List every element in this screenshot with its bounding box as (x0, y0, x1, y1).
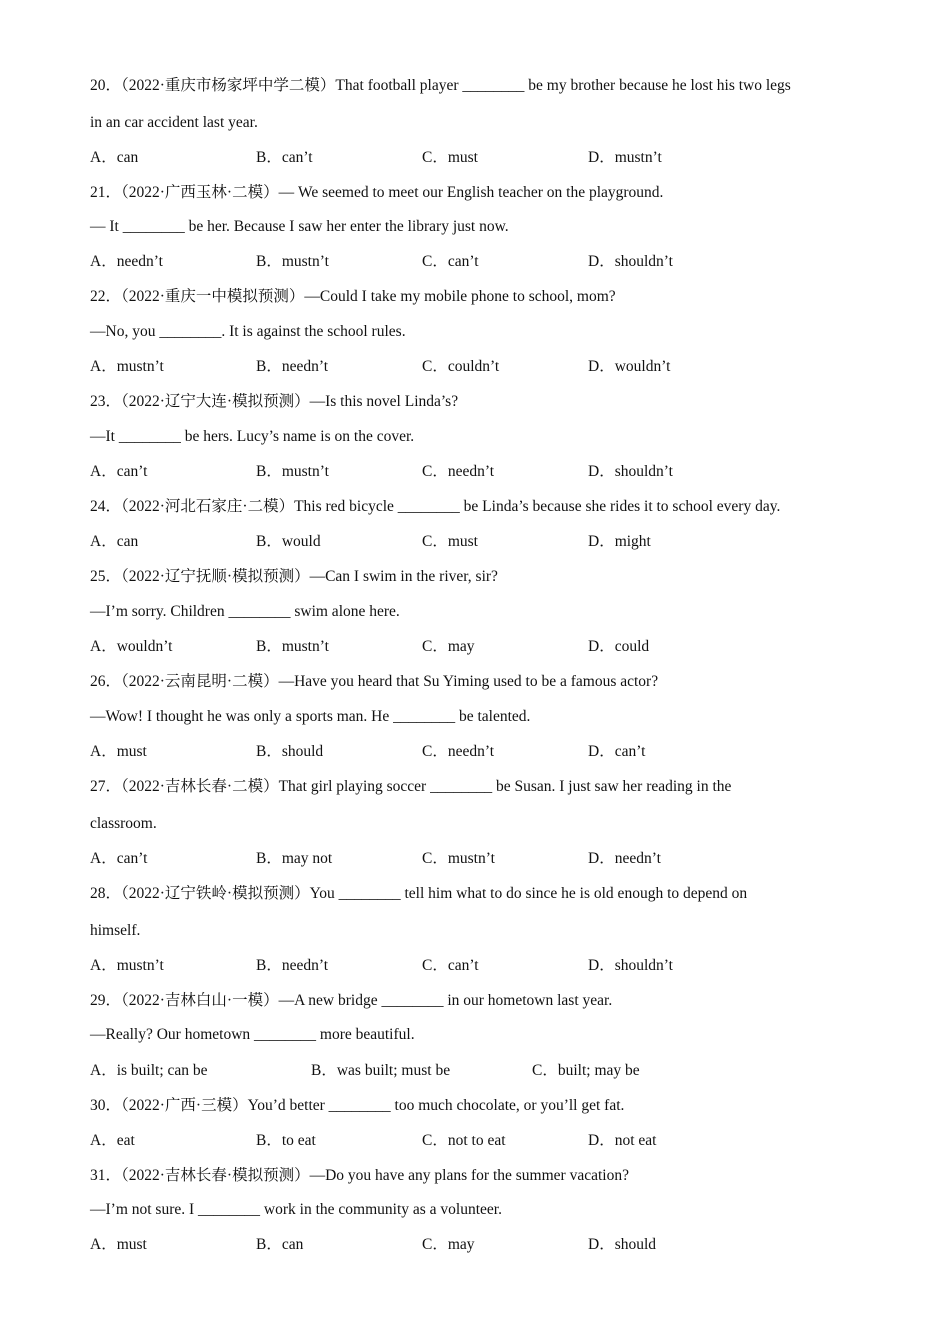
question-26-stem-cont: —Wow! I thought he was only a sports man. He ________ be talented. (90, 708, 531, 725)
q20-option-d: D．mustn’t (588, 149, 662, 166)
question-24-stem: 24．（2022·河北石家庄·二模）This red bicycle ________ be Linda’s because she rides it to school every day. (90, 498, 781, 515)
q26-option-a: A．must (90, 743, 147, 760)
q26-option-c: C．needn’t (422, 743, 495, 760)
q28-option-a: A．mustn’t (90, 957, 164, 974)
q22-option-c: C．couldn’t (422, 358, 500, 375)
question-21-stem-cont: — It ________ be her. Because I saw her enter the library just now. (90, 218, 509, 235)
q27-option-a: A．can’t (90, 850, 148, 867)
q28-option-c: C．can’t (422, 957, 479, 974)
q20-option-c: C．must (422, 149, 478, 166)
q24-option-a: A．can (90, 533, 139, 550)
question-25-stem: 25．（2022·辽宁抚顺·模拟预测）—Can I swim in the river, sir? (90, 568, 498, 585)
question-22-stem-cont: —No, you ________. It is against the school rules. (90, 323, 406, 340)
q29-option-b: B．was built; must be (311, 1062, 451, 1079)
q22-option-a: A．mustn’t (90, 358, 164, 375)
q25-option-c: C．may (422, 638, 475, 655)
q25-option-b: B．mustn’t (256, 638, 329, 655)
q21-option-b: B．mustn’t (256, 253, 329, 270)
q22-option-b: B．needn’t (256, 358, 329, 375)
q30-option-c: C．not to eat (422, 1132, 506, 1149)
q30-option-b: B．to eat (256, 1132, 316, 1149)
q27-option-b: B．may not (256, 850, 333, 867)
q26-option-d: D．can’t (588, 743, 646, 760)
q29-option-a: A．is built; can be (90, 1062, 208, 1079)
q24-option-c: C．must (422, 533, 478, 550)
q31-option-b: B．can (256, 1236, 304, 1253)
q28-option-b: B．needn’t (256, 957, 329, 974)
q21-option-a: A．needn’t (90, 253, 163, 270)
question-20-stem-cont: in an car accident last year. (90, 114, 258, 131)
question-28-stem: 28．（2022·辽宁铁岭·模拟预测）You ________ tell him what to do since he is old enough to depend on (90, 885, 748, 902)
question-20-stem: 20．（2022·重庆市杨家坪中学二模）That football player ________ be my brother because he lost his two legs (90, 77, 791, 94)
question-22-stem: 22．（2022·重庆一中模拟预测）—Could I take my mobile phone to school, mom? (90, 288, 616, 305)
q25-option-a: A．wouldn’t (90, 638, 173, 655)
q20-option-b: B．can’t (256, 149, 313, 166)
q24-option-d: D．might (588, 533, 651, 550)
q23-option-a: A．can’t (90, 463, 148, 480)
question-29-stem: 29．（2022·吉林白山·一模）—A new bridge ________ in our hometown last year. (90, 992, 613, 1009)
q27-option-d: D．needn’t (588, 850, 661, 867)
q30-option-d: D．not eat (588, 1132, 657, 1149)
question-26-stem: 26．（2022·云南昆明·二模）—Have you heard that Su Yiming used to be a famous actor? (90, 673, 659, 690)
q25-option-d: D．could (588, 638, 650, 655)
question-27-stem-cont: classroom. (90, 815, 157, 832)
q31-option-d: D．should (588, 1236, 657, 1253)
question-23-stem: 23．（2022·辽宁大连·模拟预测）—Is this novel Linda’s? (90, 393, 459, 410)
q23-option-d: D．shouldn’t (588, 463, 673, 480)
question-31-stem-cont: —I’m not sure. I ________ work in the community as a volunteer. (90, 1201, 502, 1218)
question-21-stem: 21．（2022·广西玉林·二模）— We seemed to meet our English teacher on the playground. (90, 184, 664, 201)
q20-option-a: A．can (90, 149, 139, 166)
question-29-stem-cont: —Really? Our hometown ________ more beautiful. (90, 1026, 415, 1043)
question-28-stem-cont: himself. (90, 922, 141, 939)
question-30-stem: 30．（2022·广西·三模）You’d better ________ too much chocolate, or you’ll get fat. (90, 1097, 625, 1114)
q30-option-a: A．eat (90, 1132, 135, 1149)
question-31-stem: 31．（2022·吉林长春·模拟预测）—Do you have any plans for the summer vacation? (90, 1167, 629, 1184)
q21-option-c: C．can’t (422, 253, 479, 270)
q27-option-c: C．mustn’t (422, 850, 495, 867)
q22-option-d: D．wouldn’t (588, 358, 671, 375)
q21-option-d: D．shouldn’t (588, 253, 673, 270)
q31-option-c: C．may (422, 1236, 475, 1253)
question-27-stem: 27．（2022·吉林长春·二模）That girl playing soccer ________ be Susan. I just saw her reading in the (90, 778, 732, 795)
question-25-stem-cont: —I’m sorry. Children ________ swim alone here. (90, 603, 400, 620)
q31-option-a: A．must (90, 1236, 147, 1253)
q29-option-c: C．built; may be (532, 1062, 640, 1079)
q28-option-d: D．shouldn’t (588, 957, 673, 974)
question-23-stem-cont: —It ________ be hers. Lucy’s name is on the cover. (90, 428, 415, 445)
q24-option-b: B．would (256, 533, 321, 550)
q23-option-b: B．mustn’t (256, 463, 329, 480)
q26-option-b: B．should (256, 743, 324, 760)
q23-option-c: C．needn’t (422, 463, 495, 480)
